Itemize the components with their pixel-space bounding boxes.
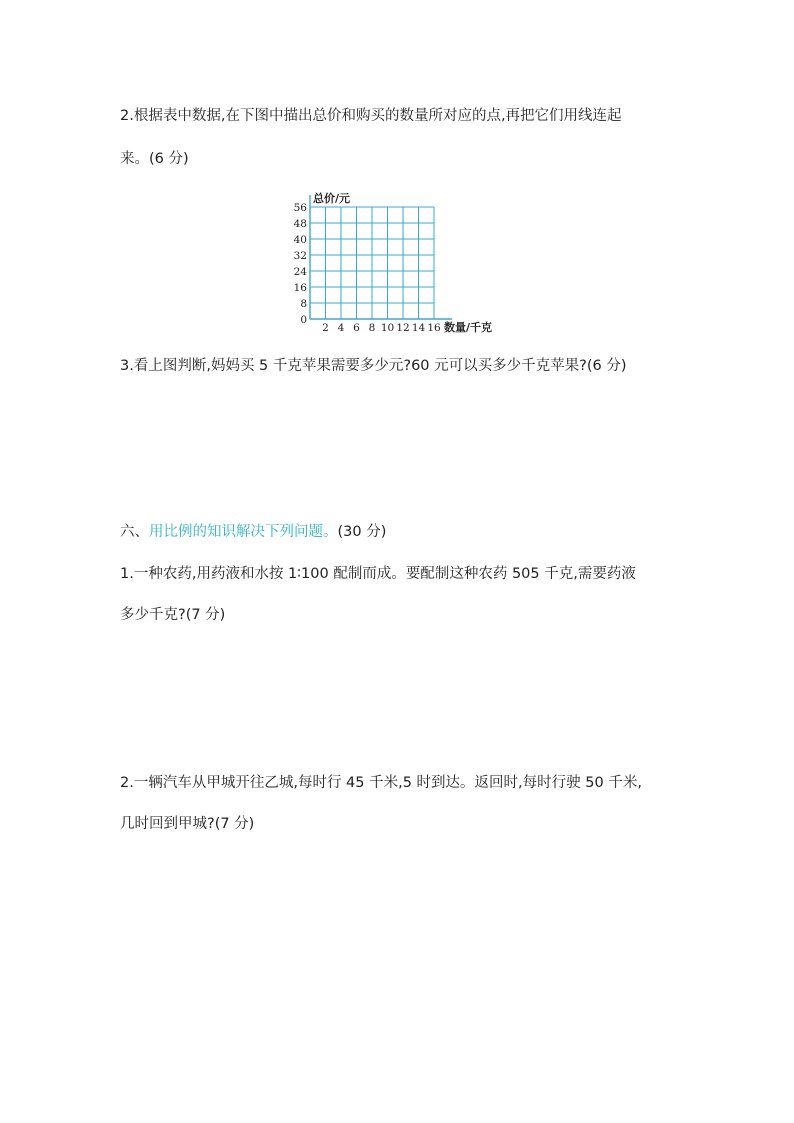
- section-6-heading: [120, 522, 386, 542]
- chart-grid-lines: [310, 207, 434, 319]
- price-quantity-grid-chart: [280, 186, 510, 336]
- chart-y-axis-title: 总价/元: [313, 192, 351, 205]
- chart-y-tick-label: 24: [293, 266, 307, 278]
- chart-y-tick-labels: [294, 202, 308, 310]
- question-2-text-line1: 2.根据表中数据,在下图中描出总价和购买的数量所对应的点,再把它们用线连起: [120, 108, 622, 124]
- chart-x-tick-label: 4: [337, 322, 345, 334]
- section-6-question-1-line2: 多少千克?(7 分): [120, 607, 226, 623]
- chart-x-tick-label: 12: [396, 322, 410, 334]
- section-6-title: 用比例的知识解决下列问题。: [149, 524, 338, 540]
- chart-x-tick-label: 14: [411, 322, 426, 334]
- section-6-score: (30 分): [337, 524, 387, 540]
- section-6-question-2-line1: 2.一辆汽车从甲城开往乙城,每时行 45 千米,5 时到达。返回时,每时行驶 50 千米,: [120, 775, 642, 791]
- chart-y-tick-label: 16: [293, 282, 307, 294]
- chart-x-tick-labels: [322, 322, 441, 334]
- chart-x-axis-title: 数量/千克: [444, 321, 493, 334]
- chart-y-tick-label: 48: [293, 218, 307, 230]
- chart-x-tick-label: 16: [427, 322, 441, 334]
- section-6-prefix: 六、: [120, 524, 149, 540]
- question-2-text-line2: 来。(6 分): [120, 151, 189, 167]
- chart-x-tick-label: 6: [353, 322, 360, 334]
- chart-y-tick-label: 56: [293, 202, 307, 214]
- chart-y-tick-label: 40: [293, 234, 307, 246]
- chart-y-tick-label: 32: [293, 250, 307, 262]
- chart-origin-label: 0: [300, 314, 307, 326]
- section-6-question-2-line2: 几时回到甲城?(7 分): [120, 816, 255, 832]
- section-6-question-1-line1: 1.一种农药,用药液和水按 1∶100 配制而成。要配制这种农药 505 千克,需要药液: [120, 566, 636, 582]
- chart-y-tick-label: 8: [300, 298, 307, 310]
- question-3-text: 3.看上图判断,妈妈买 5 千克苹果需要多少元?60 元可以买多少千克苹果?(6 分): [120, 358, 627, 374]
- chart-x-tick-label: 8: [368, 322, 376, 334]
- chart-x-tick-label: 10: [380, 322, 395, 334]
- chart-x-tick-label: 2: [322, 322, 329, 334]
